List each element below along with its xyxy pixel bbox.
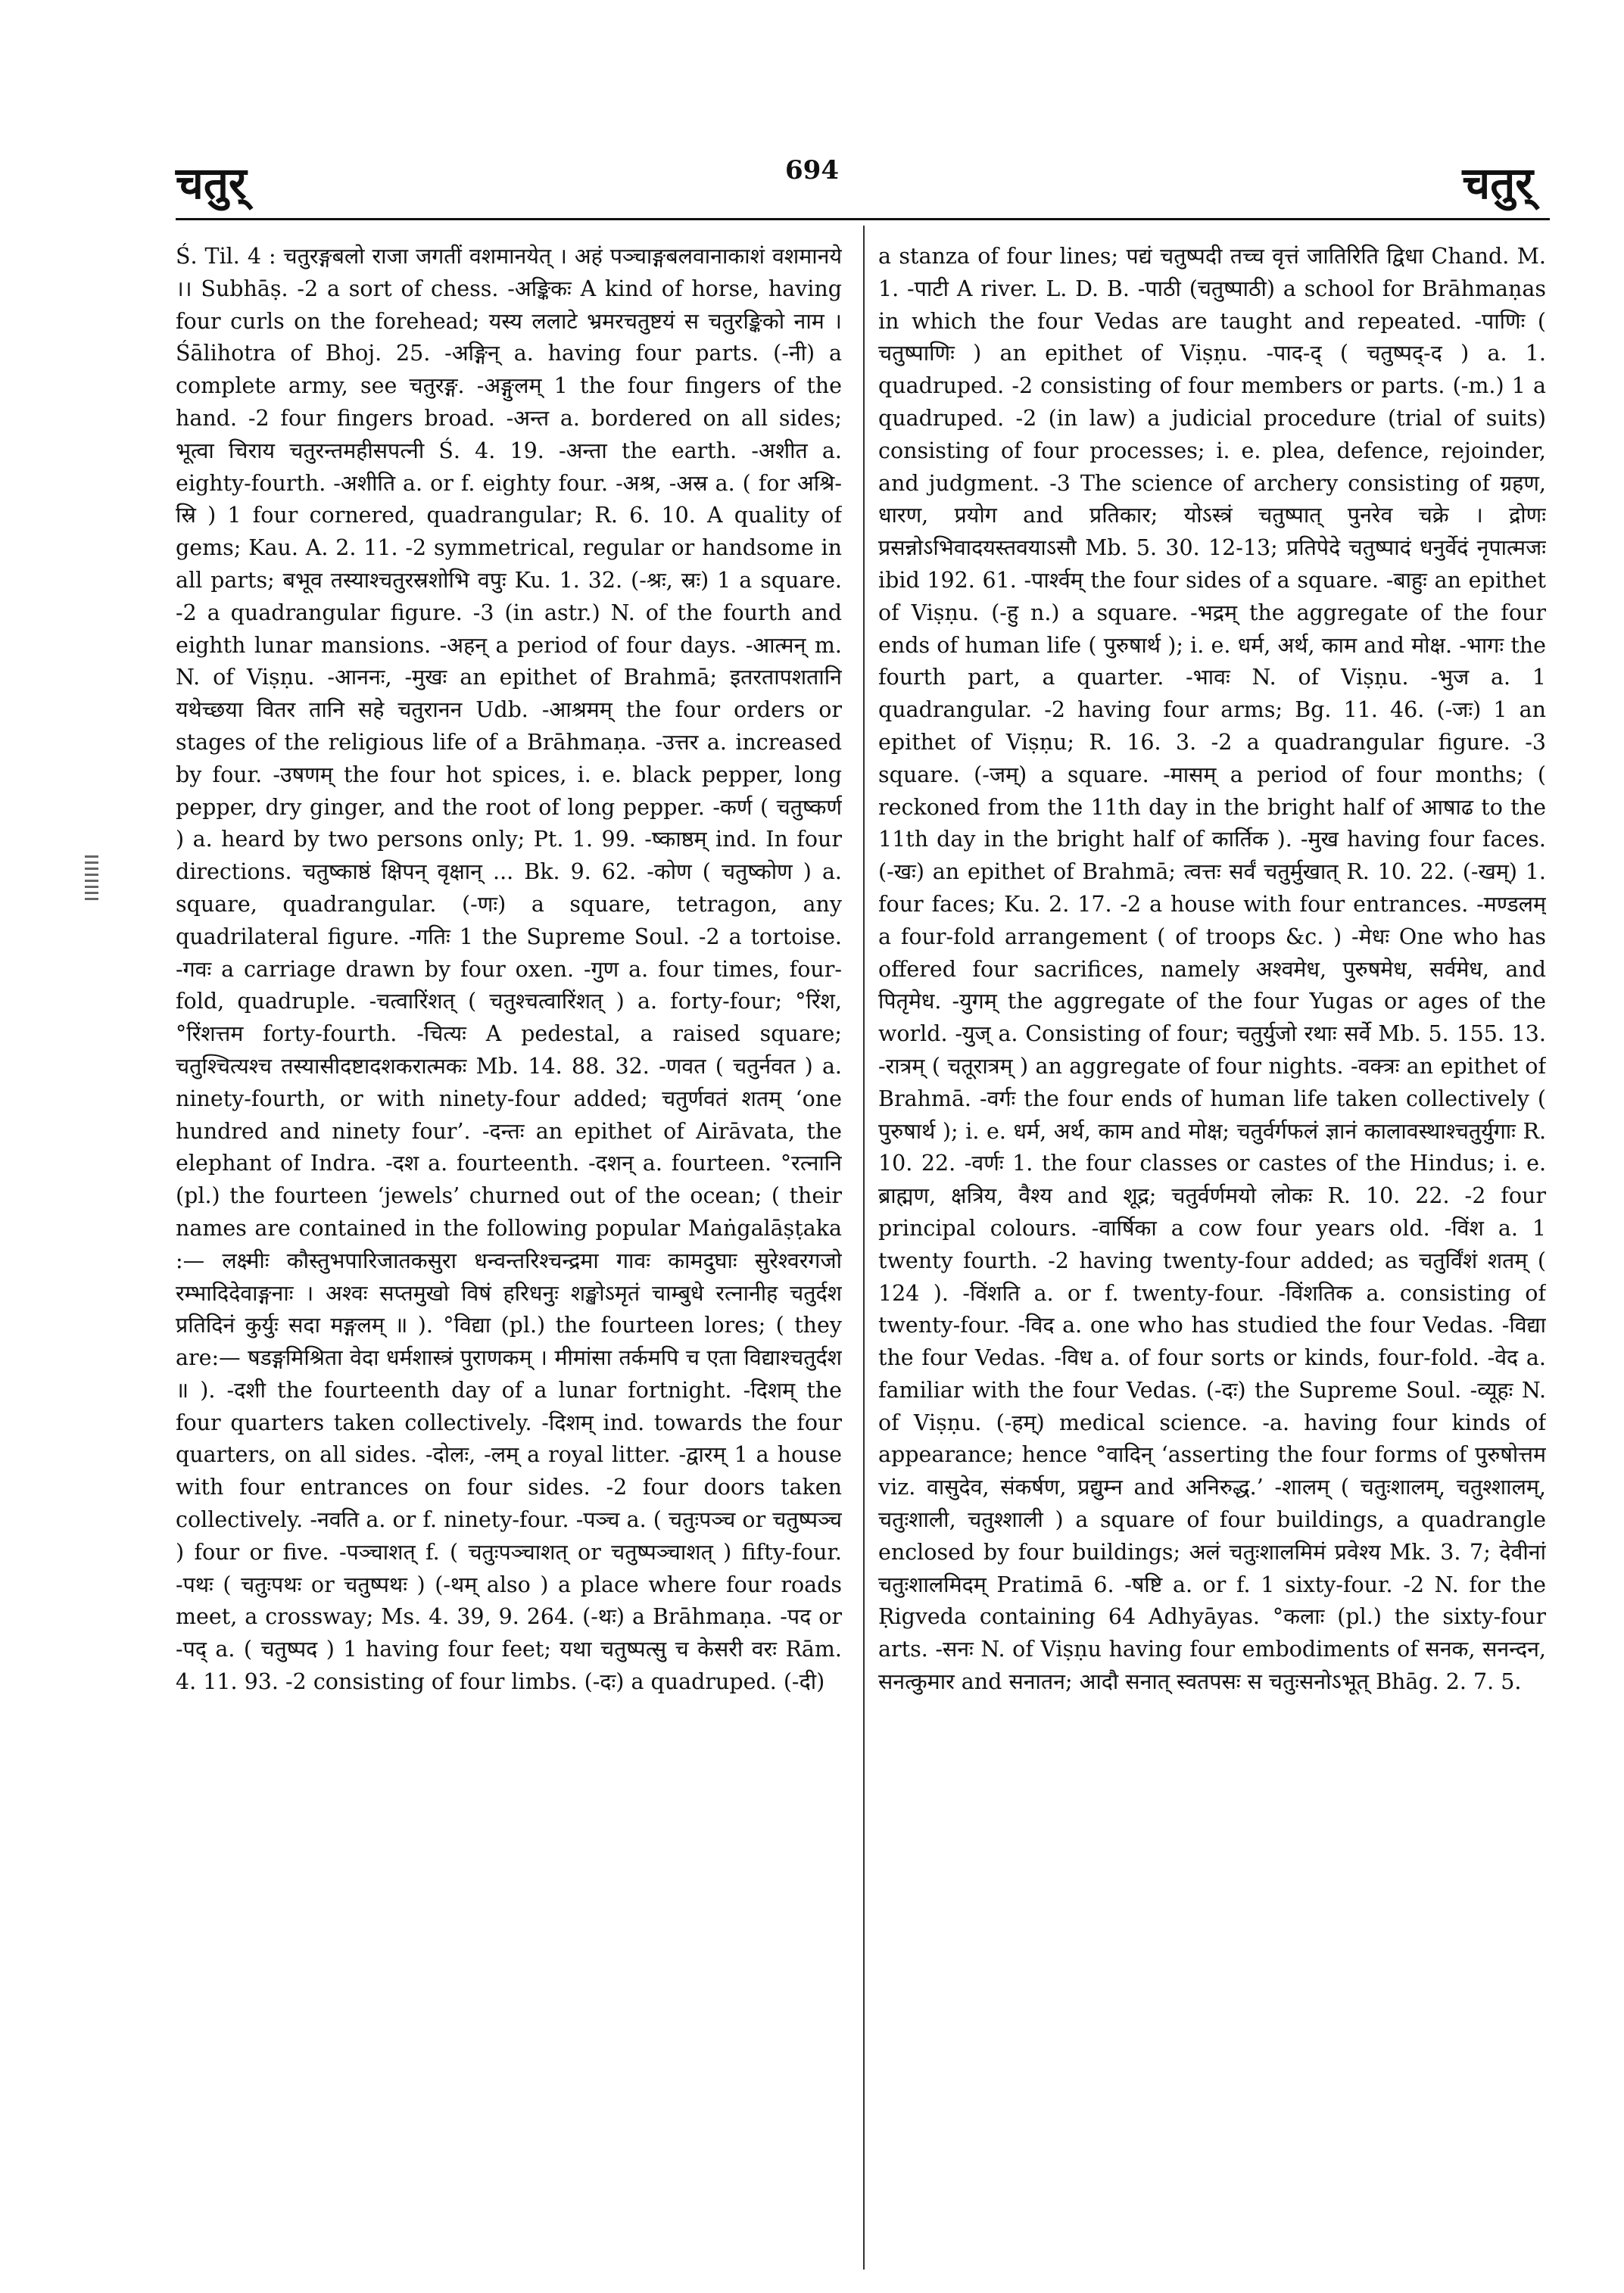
- right-column: [878, 241, 1546, 2277]
- page-header: [0, 0, 1624, 235]
- header-rule: [176, 218, 1550, 220]
- page-number: 694: [785, 155, 839, 185]
- left-column: [176, 241, 842, 2277]
- running-headword-left: चतुर्: [176, 157, 247, 209]
- running-headword-right: चतुर्: [1462, 157, 1533, 209]
- margin-mark: [85, 855, 98, 901]
- right-column-text: a stanza of four lines; पद्यं चतुष्पदी तच्च वृत्तं जातिरिति द्विधा Chand. M. 1. -पाटी A river. L. D. B. -पाठी (चतुष्पाठी) a school for Brāhmaṇas in which the four Vedas are taught and repeated. -पाणिः ( चतुष्पाणिः ) an epithet of Viṣṇu. -पाद-द् ( चतुष्पद्-द ) a. 1. quadruped. -2 consisting of four members or parts. (-m.) 1 a quadruped. -2 (in law) a judicial procedure (trial of suits) consisting of four processes; i. e. plea, defence, rejoinder, and judgment. -3 The science of archery consisting of ग्रहण, धारण, प्रयोग and प्रतिकार; योऽस्त्रं चतुष्पात् पुनरेव चक्रे । द्रोणः प्रसन्नोऽभिवादयस्तवयाऽसौ Mb. 5. 30. 12-13; प्रतिपेदे चतुष्पादं धनुर्वेदं नृपात्मजः ibid 192. 61. -पार्श्वम् the four sides of a square. -बाहुः an epithet of Viṣṇu. (-हु n.) a square. -भद्रम् the aggregate of the four ends of human life ( पुरुषार्थ ); i. e. धर्म, अर्थ, काम and मोक्ष. -भागः the fourth part, a quarter. -भावः N. of Viṣṇu. -भुज a. 1 quadrangular. -2 having four arms; Bg. 11. 46. (-जः) 1 an epithet of Viṣṇu; R. 16. 3. -2 a quadrangular figure. -3 square. (-जम्) a square. -मासम् a period of four months; ( reckoned from the 11th day in the bright half of आषाढ to the 11th day in the bright half of कार्तिक ). -मुख having four faces. (-खः) an epithet of Brahmā; त्वत्तः सर्वं चतुर्मुखात् R. 10. 22. (-खम्) 1. four faces; Ku. 2. 17. -2 a house with four entrances. -मण्डलम् a four-fold arrangement ( of troops &c. ) -मेधः One who has offered four sacrifices, namely अश्वमेध, पुरुषमेध, सर्वमेध, and पितृमेध. -युगम् the aggregate of the four Yugas or ages of the world. -युज् a. Consisting of four; चतुर्युजो रथाः सर्वे Mb. 5. 155. 13. -रात्रम् ( चतूरात्रम् ) an aggregate of four nights. -वक्त्रः an epithet of Brahmā. -वर्गः the four ends of human life taken collectively ( पुरुषार्थ ); i. e. धर्म, अर्थ, काम and मोक्ष; चतुर्वर्गफलं ज्ञानं कालावस्थाश्चतुर्युगाः R. 10. 22. -वर्णः 1. the four classes or castes of the Hindus; i. e. ब्राह्मण, क्षत्रिय, वैश्य and शूद्र; चतुर्वर्णमयो लोकः R. 10. 22. -2 four principal colours. -वार्षिका a cow four years old. -विंश a. 1 twenty fourth. -2 having twenty-four added; as चतुर्विंशं शतम् ( 124 ). -विंशति a. or f. twenty-four. -विंशतिक a. consisting of twenty-four. -विद a. one who has studied the four Vedas. -विद्या the four Vedas. -विध a. of four sorts or kinds, four-fold. -वेद a. familiar with the four Vedas. (-दः) the Supreme Soul. -व्यूहः N. of Viṣṇu. (-हम्) medical science. -a. having four kinds of appearance; hence °वादिन् ‘asserting the four forms of पुरुषोत्तम viz. वासुदेव, संकर्षण, प्रद्युम्न and अनिरुद्ध.’ -शालम् ( चतुःशालम्, चतुश्शालम्, चतुःशाली, चतुश्शाली ) a square of four buildings, a quadrangle enclosed by four buildings; अलं चतुःशालमिमं प्रवेश्य Mk. 3. 7; देवीनां चतुःशालमिदम् Pratimā 6. -षष्टि a. or f. 1 sixty-four. -2 N. for the Ṛigveda containing 64 Adhyāyas. °कलाः (pl.) the sixty-four arts. -सनः N. of Viṣṇu having four embodiments of सनक, सनन्दन, सनत्कुमार and सनातन; आदौ सनात् स्वतपसः स चतुःसनोऽभूत् Bhāg. 2. 7. 5.: [878, 244, 1546, 1695]
- column-divider: [863, 226, 865, 2270]
- left-column-text: Ś. Til. 4 : चतुरङ्गबलो राजा जगतीं वशमानयेत् । अहं पञ्चाङ्गबलवानाकाशं वशमानये ।। Subhāṣ. -2 a sort of chess. -अङ्किकः A kind of horse, having four curls on the forehead; यस्य ललाटे भ्रमरचतुष्टयं स चतुरङ्किको नाम । Śālihotra of Bhoj. 25. -अङ्गिन् a. having four parts. (-नी) a complete army, see चतुरङ्ग. -अङ्गुलम् 1 the four fingers of the hand. -2 four fingers broad. -अन्त a. bordered on all sides; भूत्वा चिराय चतुरन्तमहीसपत्नी Ś. 4. 19. -अन्ता the earth. -अशीत a. eighty-fourth. -अशीति a. or f. eighty four. -अश्र, -अस्र a. ( for अश्रि-स्रि ) 1 four cornered, quadrangular; R. 6. 10. A quality of gems; Kau. A. 2. 11. -2 symmetrical, regular or handsome in all parts; बभूव तस्याश्चतुरस्रशोभि वपुः Ku. 1. 32. (-श्रः, स्रः) 1 a square. -2 a quadrangular figure. -3 (in astr.) N. of the fourth and eighth lunar mansions. -अहन् a period of four days. -आत्मन् m. N. of Viṣṇu. -आननः, -मुखः an epithet of Brahmā; इतरतापशतानि यथेच्छया वितर तानि सहे चतुरानन Udb. -आश्रमम् the four orders or stages of the religious life of a Brāhmaṇa. -उत्तर a. increased by four. -उषणम् the four hot spices, i. e. black pepper, long pepper, dry ginger, and the root of long pepper. -कर्ण ( चतुष्कर्ण ) a. heard by two persons only; Pt. 1. 99. -ष्काष्ठम् ind. In four directions. चतुष्काष्ठं क्षिपन् वृक्षान् ... Bk. 9. 62. -कोण ( चतुष्कोण ) a. square, quadrangular. (-णः) a square, tetragon, any quadrilateral figure. -गतिः 1 the Supreme Soul. -2 a tortoise. -गवः a carriage drawn by four oxen. -गुण a. four times, four-fold, quadruple. -चत्वारिंशत् ( चतुश्चत्वारिंशत् ) a. forty-four; °रिंश, °रिंशत्तम forty-fourth. -चित्यः A pedestal, a raised square; चतुश्चित्यश्च तस्यासीदष्टादशकरात्मकः Mb. 14. 88. 32. -णवत ( चतुर्नवत ) a. ninety-fourth, or with ninety-four added; चतुर्णवतं शतम् ‘one hundred and ninety four’. -दन्तः an epithet of Airāvata, the elephant of Indra. -दश a. fourteenth. -दशन् a. fourteen. °रत्नानि (pl.) the fourteen ‘jewels’ churned out of the ocean; ( their names are contained in the following popular Maṅgalāṣṭaka :— लक्ष्मीः कौस्तुभपारिजातकसुरा धन्वन्तरिश्चन्द्रमा गावः कामदुघाः सुरेश्वरगजो रम्भादिदेवाङ्गनाः । अश्वः सप्तमुखो विषं हरिधनुः शङ्खोऽमृतं चाम्बुधे रत्नानीह चतुर्दश प्रतिदिनं कुर्युः सदा मङ्गलम् ॥ ). °विद्या (pl.) the fourteen lores; ( they are:— षडङ्गमिश्रिता वेदा धर्मशास्त्रं पुराणकम् । मीमांसा तर्कमपि च एता विद्याश्चतुर्दश ॥ ). -दशी the fourteenth day of a lunar fortnight. -दिशम् the four quarters taken collectively. -दिशम् ind. towards the four quarters, on all sides. -दोलः, -लम् a royal litter. -द्वारम् 1 a house with four entrances on four sides. -2 four doors taken collectively. -नवति a. or f. ninety-four. -पञ्च a. ( चतुःपञ्च or चतुष्पञ्च ) four or five. -पञ्चाशत् f. ( चतुःपञ्चाशत् or चतुष्पञ्चाशत् ) fifty-four. -पथः ( चतुःपथः or चतुष्पथः ) (-थम् also ) a place where four roads meet, a crossway; Ms. 4. 39, 9. 264. (-थः) a Brāhmaṇa. -पद or -पद् a. ( चतुष्पद ) 1 having four feet; यथा चतुष्पत्सु च केसरी वरः Rām. 4. 11. 93. -2 consisting of four limbs. (-दः) a quadruped. (-दी): [176, 244, 842, 1695]
